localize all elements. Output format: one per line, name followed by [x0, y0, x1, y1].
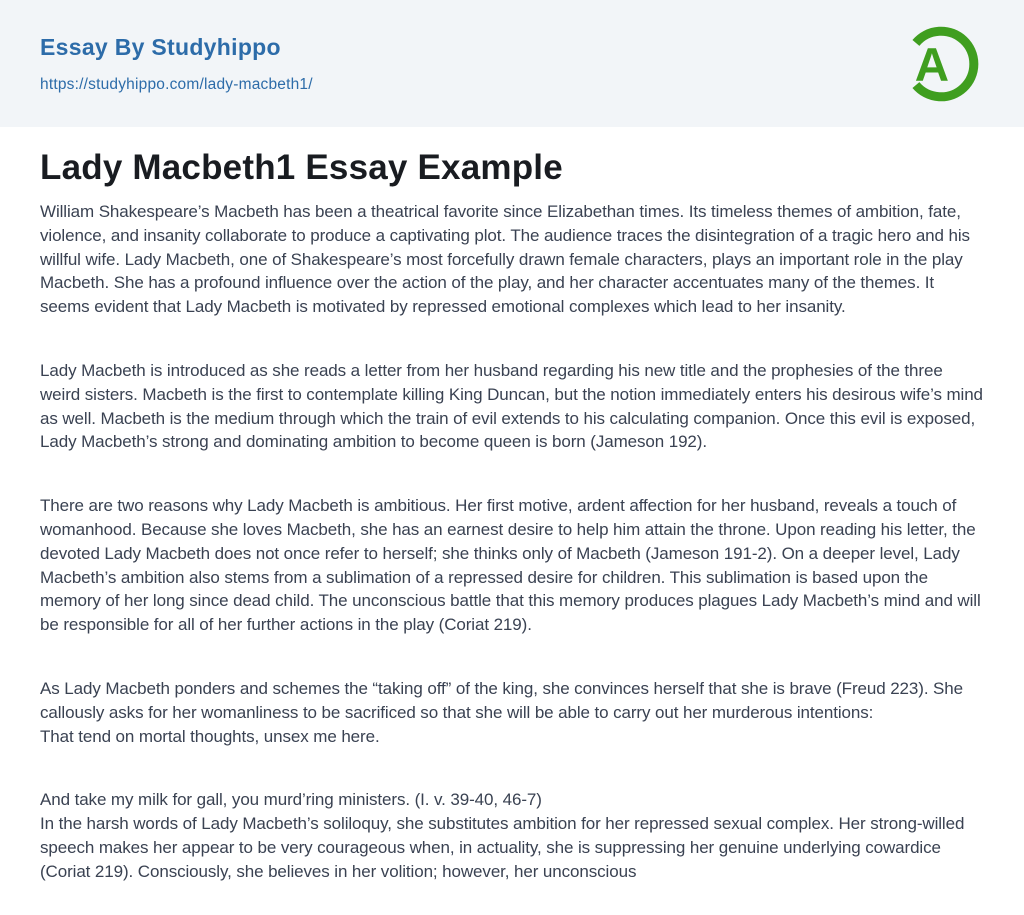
essay-paragraph-5: [40, 788, 984, 883]
header-text-block: [40, 34, 313, 94]
page-header: [0, 0, 1024, 127]
essay-paragraph-4: [40, 677, 984, 748]
quote-line: That tend on mortal thoughts, unsex me here.: [40, 726, 380, 746]
source-url-link[interactable]: https://studyhippo.com/lady-macbeth1/: [40, 75, 313, 93]
site-byline: Essay By Studyhippo: [40, 33, 281, 60]
paragraph-text: In the harsh words of Lady Macbeth’s soliloquy, she substitutes ambition for her repressed sexual complex. Her strong-willed speech makes her appear to be very courageous when, in actuality, she is suppressing her genuine underlying cowardice (Coriat 219). Consciously, she believes in her volition; however, her unconscious: [40, 814, 965, 881]
studyhippo-logo: [900, 23, 982, 105]
paragraph-text: William Shakespeare’s Macbeth has been a theatrical favorite since Elizabethan times. Its timeless themes of ambition, fate, violence, and insanity collaborate to produce a captivating plot. The audience traces the disintegration of a tragic hero and his willful wife. Lady Macbeth, one of Shakespeare’s most forcefully drawn female characters, plays an important role in the play Macbeth. She has a profound influence over the action of the play, and her character accentuates many of the themes. It seems evident that Lady Macbeth is motivated by repressed emotional complexes which lead to her insanity.: [40, 202, 970, 317]
logo-letter: A: [914, 38, 950, 92]
quote-line: And take my milk for gall, you murd’ring ministers. (I. v. 39-40, 46-7): [40, 790, 542, 810]
essay-paragraph-3: [40, 494, 984, 637]
essay-content: [0, 148, 1024, 884]
page-title: Lady Macbeth1 Essay Example: [40, 148, 563, 187]
paragraph-text: Lady Macbeth is introduced as she reads a letter from her husband regarding his new title and the prophesies of the three weird sisters. Macbeth is the first to contemplate killing King Duncan, but the notion immediately enters his desirous wife’s mind as well. Macbeth is the medium through which the train of evil extends to his calculating companion. Once this evil is exposed, Lady Macbeth’s strong and dominating ambition to become queen is born (Jameson 192).: [40, 360, 983, 452]
paragraph-text: As Lady Macbeth ponders and schemes the “taking off” of the king, she convinces herself that she is brave (Freud 223). She callously asks for her womanliness to be sacrificed so that she will be able to carry out her murderous intentions:: [40, 678, 964, 722]
paragraph-text: There are two reasons why Lady Macbeth is ambitious. Her first motive, ardent affection for her husband, reveals a touch of womanhood. Because she loves Macbeth, she has an earnest desire to help him attain the throne. Upon reading his letter, the devoted Lady Macbeth does not once refer to herself; she thinks only of Macbeth (Jameson 191-2). On a deeper level, Lady Macbeth’s ambition also stems from a sublimation of a repressed desire for children. This sublimation is based upon the memory of her long since dead child. The unconscious battle that this memory produces plagues Lady Macbeth’s mind and will be responsible for all of her further actions in the play (Coriat 219).: [40, 496, 981, 635]
essay-paragraph-2: [40, 359, 984, 454]
logo-ring-icon: [900, 23, 982, 105]
essay-paragraph-1: [40, 200, 984, 319]
